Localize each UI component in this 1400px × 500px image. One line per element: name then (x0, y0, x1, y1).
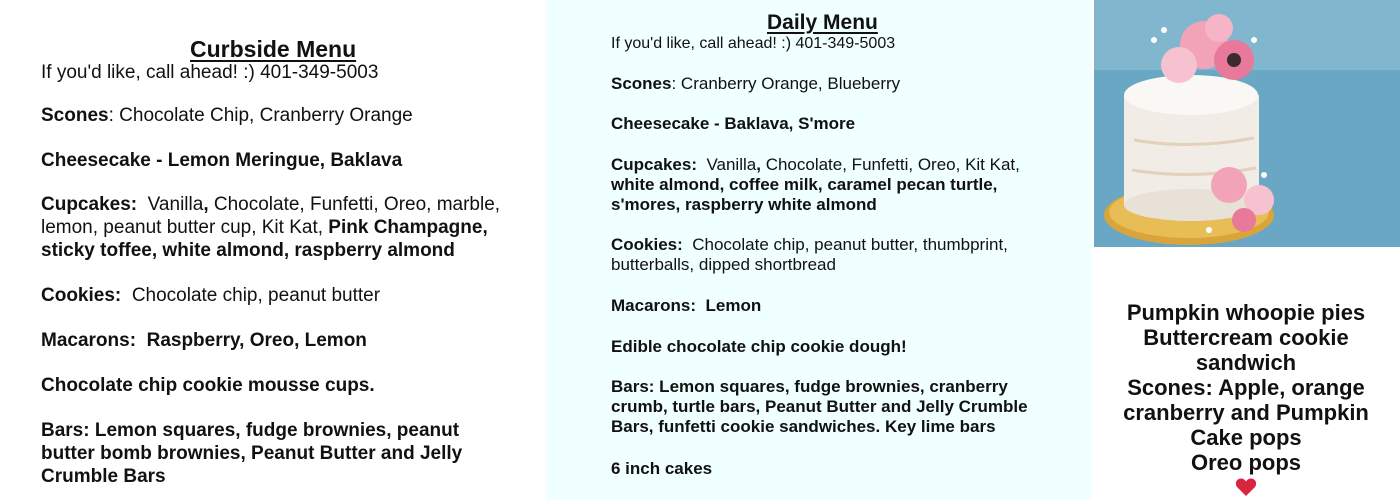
curbside-scones (41, 104, 511, 127)
macarons-label: Macarons: (41, 330, 137, 351)
daily-cookies (611, 235, 1031, 275)
special-item: Pumpkin whoopie pies (1126, 300, 1366, 325)
cupcakes-comma: , (756, 155, 761, 174)
daily-cheesecake: Cheesecake - Baklava, S'more (611, 114, 856, 133)
cake-photo (1094, 0, 1400, 247)
daily-cupcakes (611, 155, 1031, 215)
curbside-menu-title: Curbside Menu (190, 36, 357, 62)
curbside-cupcakes (41, 193, 511, 262)
curbside-cheesecake: Cheesecake - Lemon Meringue, Baklava (41, 150, 403, 171)
scones-items: : Chocolate Chip, Cranberry Orange (108, 105, 413, 126)
red-heart-icon (1235, 477, 1257, 497)
cupcakes-regular: Chocolate, Funfetti, Oreo, Kit Kat, (765, 155, 1020, 174)
cookies-label: Cookies: (611, 235, 683, 254)
scones-label: Scones (41, 105, 109, 126)
macarons-items: Raspberry, Oreo, Lemon (146, 330, 367, 351)
scones-items: : Cranberry Orange, Blueberry (671, 74, 901, 93)
cookies-label: Cookies: (41, 285, 122, 306)
cookies-items: Chocolate chip, peanut butter, thumbprint, butterballs, dipped shortbread (611, 235, 1008, 274)
special-item: Cake pops (1190, 425, 1302, 450)
cupcakes-bold: white almond, coffee milk, caramel pecan turtle, s'mores, raspberry white almond (611, 175, 998, 214)
specials-list (1092, 300, 1400, 497)
daily-cookie-dough: Edible chocolate chip cookie dough! (611, 337, 907, 356)
daily-menu-panel (546, 0, 1092, 500)
curbside-mousse: Chocolate chip cookie mousse cups. (41, 375, 375, 396)
cupcakes-vanilla: Vanilla (706, 155, 757, 174)
scones-label: Scones (611, 74, 672, 93)
specials-panel (1092, 0, 1400, 500)
curbside-bars: Bars: Lemon squares, fudge brownies, peanut butter bomb brownies, Peanut Butter and Jelly Crumble Bars (41, 420, 463, 487)
curbside-cookies (41, 284, 511, 307)
macarons-label: Macarons: (611, 296, 697, 315)
cookies-items: Chocolate chip, peanut butter (131, 285, 381, 306)
daily-macarons (611, 296, 1031, 316)
curbside-call-note: If you'd like, call ahead! :) 401-349-5003 (41, 62, 379, 83)
cupcakes-bold: Pink Champagne, sticky toffee, white almond, raspberry almond (41, 217, 488, 261)
cupcakes-vanilla: Vanilla (147, 194, 204, 215)
daily-bars: Bars: Lemon squares, fudge brownies, cranberry crumb, turtle bars, Peanut Butter and Jelly Crumble Bars, funfetti cookie sandwiches. Key lime bars (611, 377, 1028, 436)
special-item: Oreo pops (1190, 450, 1301, 475)
daily-scones (611, 74, 1031, 94)
special-item: Buttercream cookie sandwich (1143, 325, 1349, 375)
special-item: Scones: Apple, orange cranberry and Pumpkin (1123, 375, 1369, 425)
daily-call-note: If you'd like, call ahead! :) 401-349-5003 (611, 35, 896, 52)
curbside-macarons (41, 329, 511, 352)
cupcakes-comma: , (203, 194, 209, 215)
cupcakes-label: Cupcakes: (41, 194, 138, 215)
daily-cakes: 6 inch cakes (611, 459, 713, 478)
daily-menu-title: Daily Menu (767, 11, 878, 34)
cupcakes-label: Cupcakes: (611, 155, 697, 174)
cupcakes-regular: Chocolate, Funfetti, Oreo, marble, lemon, peanut butter cup, Kit Kat, (41, 194, 501, 238)
curbside-menu-panel (0, 0, 546, 500)
macarons-items: Lemon (705, 296, 762, 315)
